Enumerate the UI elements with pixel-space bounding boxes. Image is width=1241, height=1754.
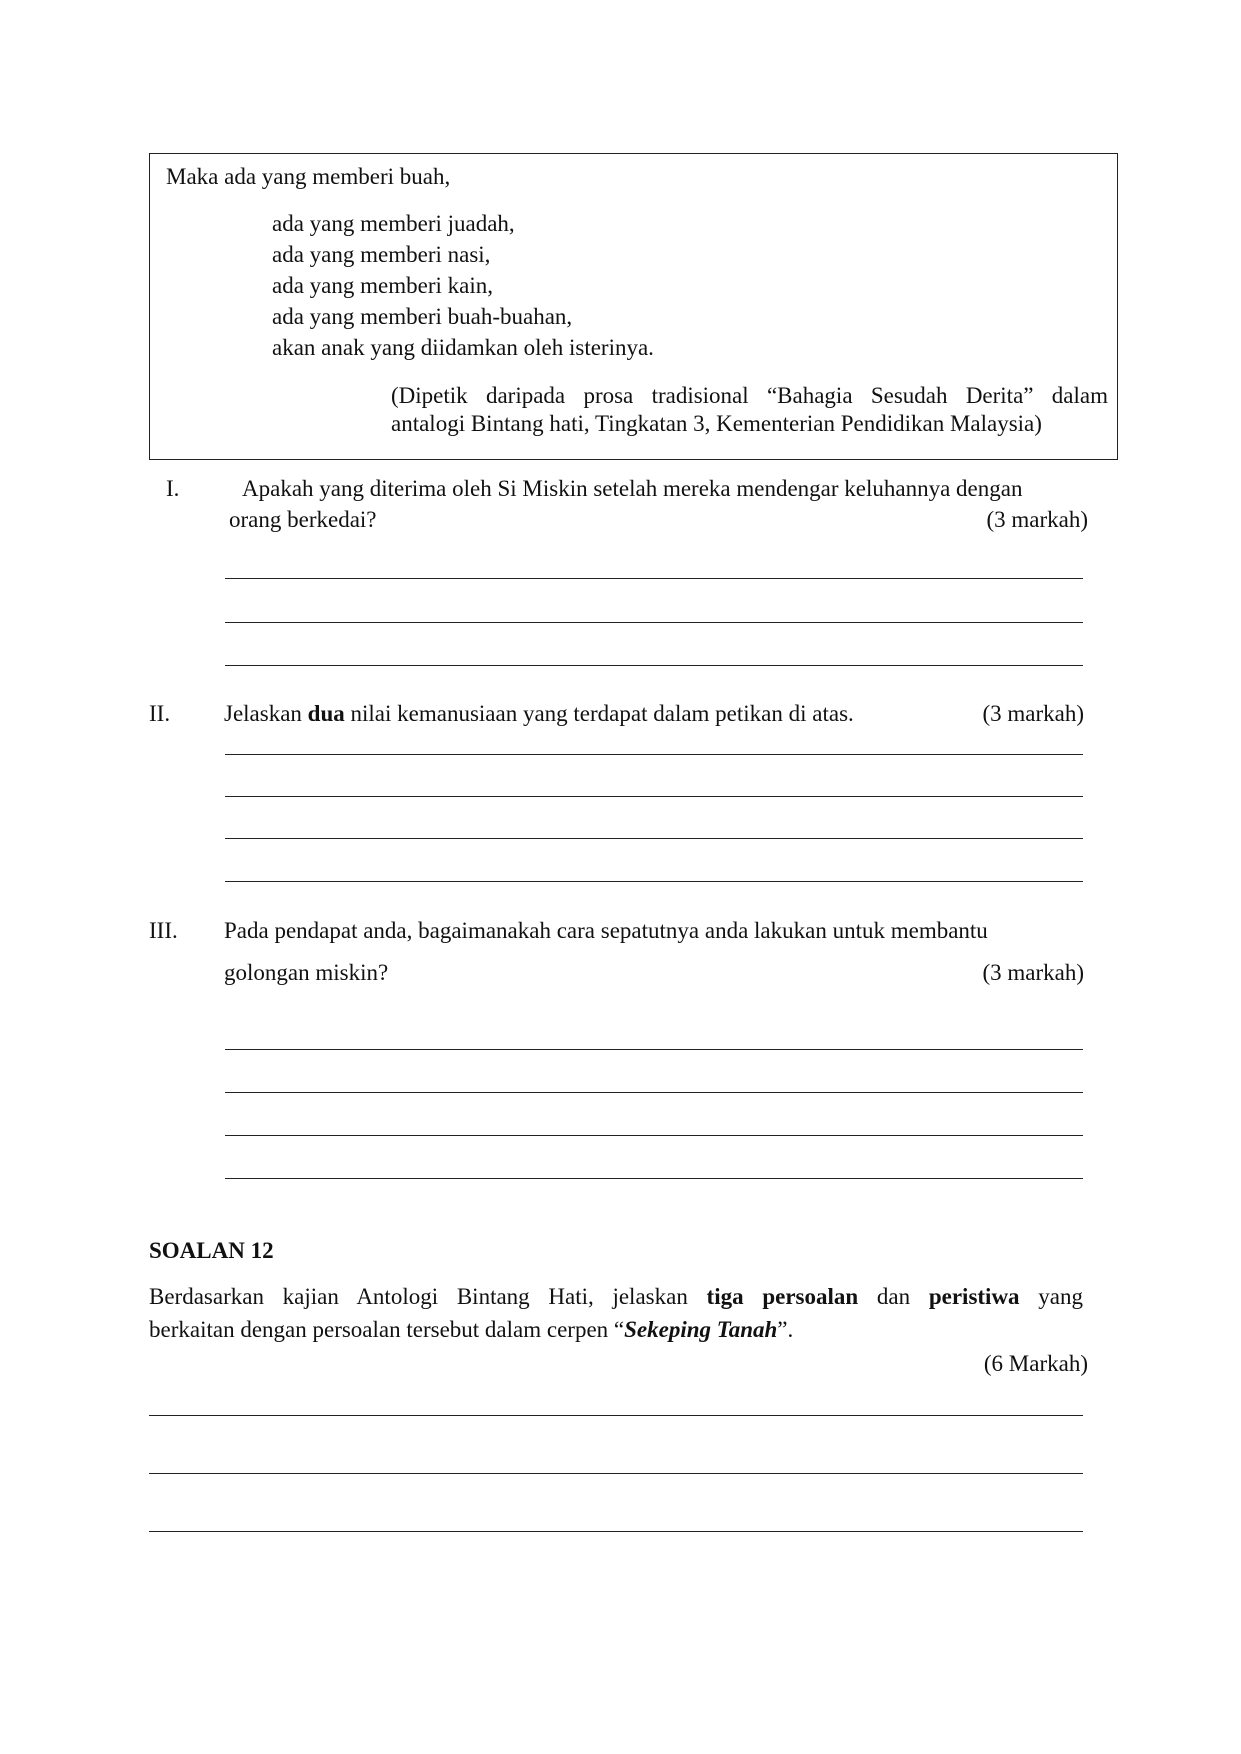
question-number: III.	[149, 918, 178, 943]
answer-line[interactable]	[225, 796, 1083, 797]
answer-line[interactable]	[149, 1531, 1083, 1532]
question-text: orang berkedai?	[229, 507, 377, 532]
answer-line[interactable]	[149, 1473, 1083, 1474]
section-heading: SOALAN 12	[149, 1238, 274, 1263]
passage-source-line-1: (Dipetik daripada prosa tradisional “Bahagia Sesudah Derita” dalam	[391, 383, 1108, 408]
answer-line[interactable]	[225, 1135, 1083, 1136]
question-marks: (3 markah)	[986, 507, 1088, 532]
answer-line[interactable]	[225, 1049, 1083, 1050]
question-number: I.	[166, 476, 180, 501]
question-marks: (3 markah)	[982, 960, 1084, 985]
soalan12-text-line-2: berkaitan dengan persoalan tersebut dalam cerpen “Sekeping Tanah”.	[149, 1317, 794, 1342]
question-marks: (6 Markah)	[983, 1351, 1088, 1376]
answer-line[interactable]	[225, 881, 1083, 882]
passage-line: ada yang memberi buah-buahan,	[272, 304, 573, 329]
answer-line[interactable]	[225, 665, 1083, 666]
question-text: Apakah yang diterima oleh Si Miskin setelah mereka mendengar keluhannya dengan	[242, 476, 1023, 501]
answer-line[interactable]	[149, 1415, 1083, 1416]
answer-line[interactable]	[225, 838, 1083, 839]
passage-line: akan anak yang diidamkan oleh isterinya.	[272, 335, 654, 360]
question-text: Jelaskan dua nilai kemanusiaan yang terdapat dalam petikan di atas.	[224, 701, 854, 726]
passage-line: ada yang memberi juadah,	[272, 211, 515, 236]
passage-source-line-2: antalogi Bintang hati, Tingkatan 3, Kementerian Pendidikan Malaysia)	[391, 411, 1042, 436]
question-text: golongan miskin?	[224, 960, 389, 985]
answer-line[interactable]	[225, 1178, 1083, 1179]
passage-line: ada yang memberi kain,	[272, 273, 493, 298]
answer-line[interactable]	[225, 1092, 1083, 1093]
answer-line[interactable]	[225, 578, 1083, 579]
question-marks: (3 markah)	[982, 701, 1084, 726]
passage-first-line: Maka ada yang memberi buah,	[166, 164, 451, 189]
answer-line[interactable]	[225, 754, 1083, 755]
answer-line[interactable]	[225, 622, 1083, 623]
question-text: Pada pendapat anda, bagaimanakah cara sepatutnya anda lakukan untuk membantu	[224, 918, 988, 943]
soalan12-text-line-1: Berdasarkan kajian Antologi Bintang Hati, jelaskan tiga persoalan dan peristiwa yang	[149, 1284, 1083, 1309]
passage-line: ada yang memberi nasi,	[272, 242, 491, 267]
question-number: II.	[149, 701, 171, 726]
